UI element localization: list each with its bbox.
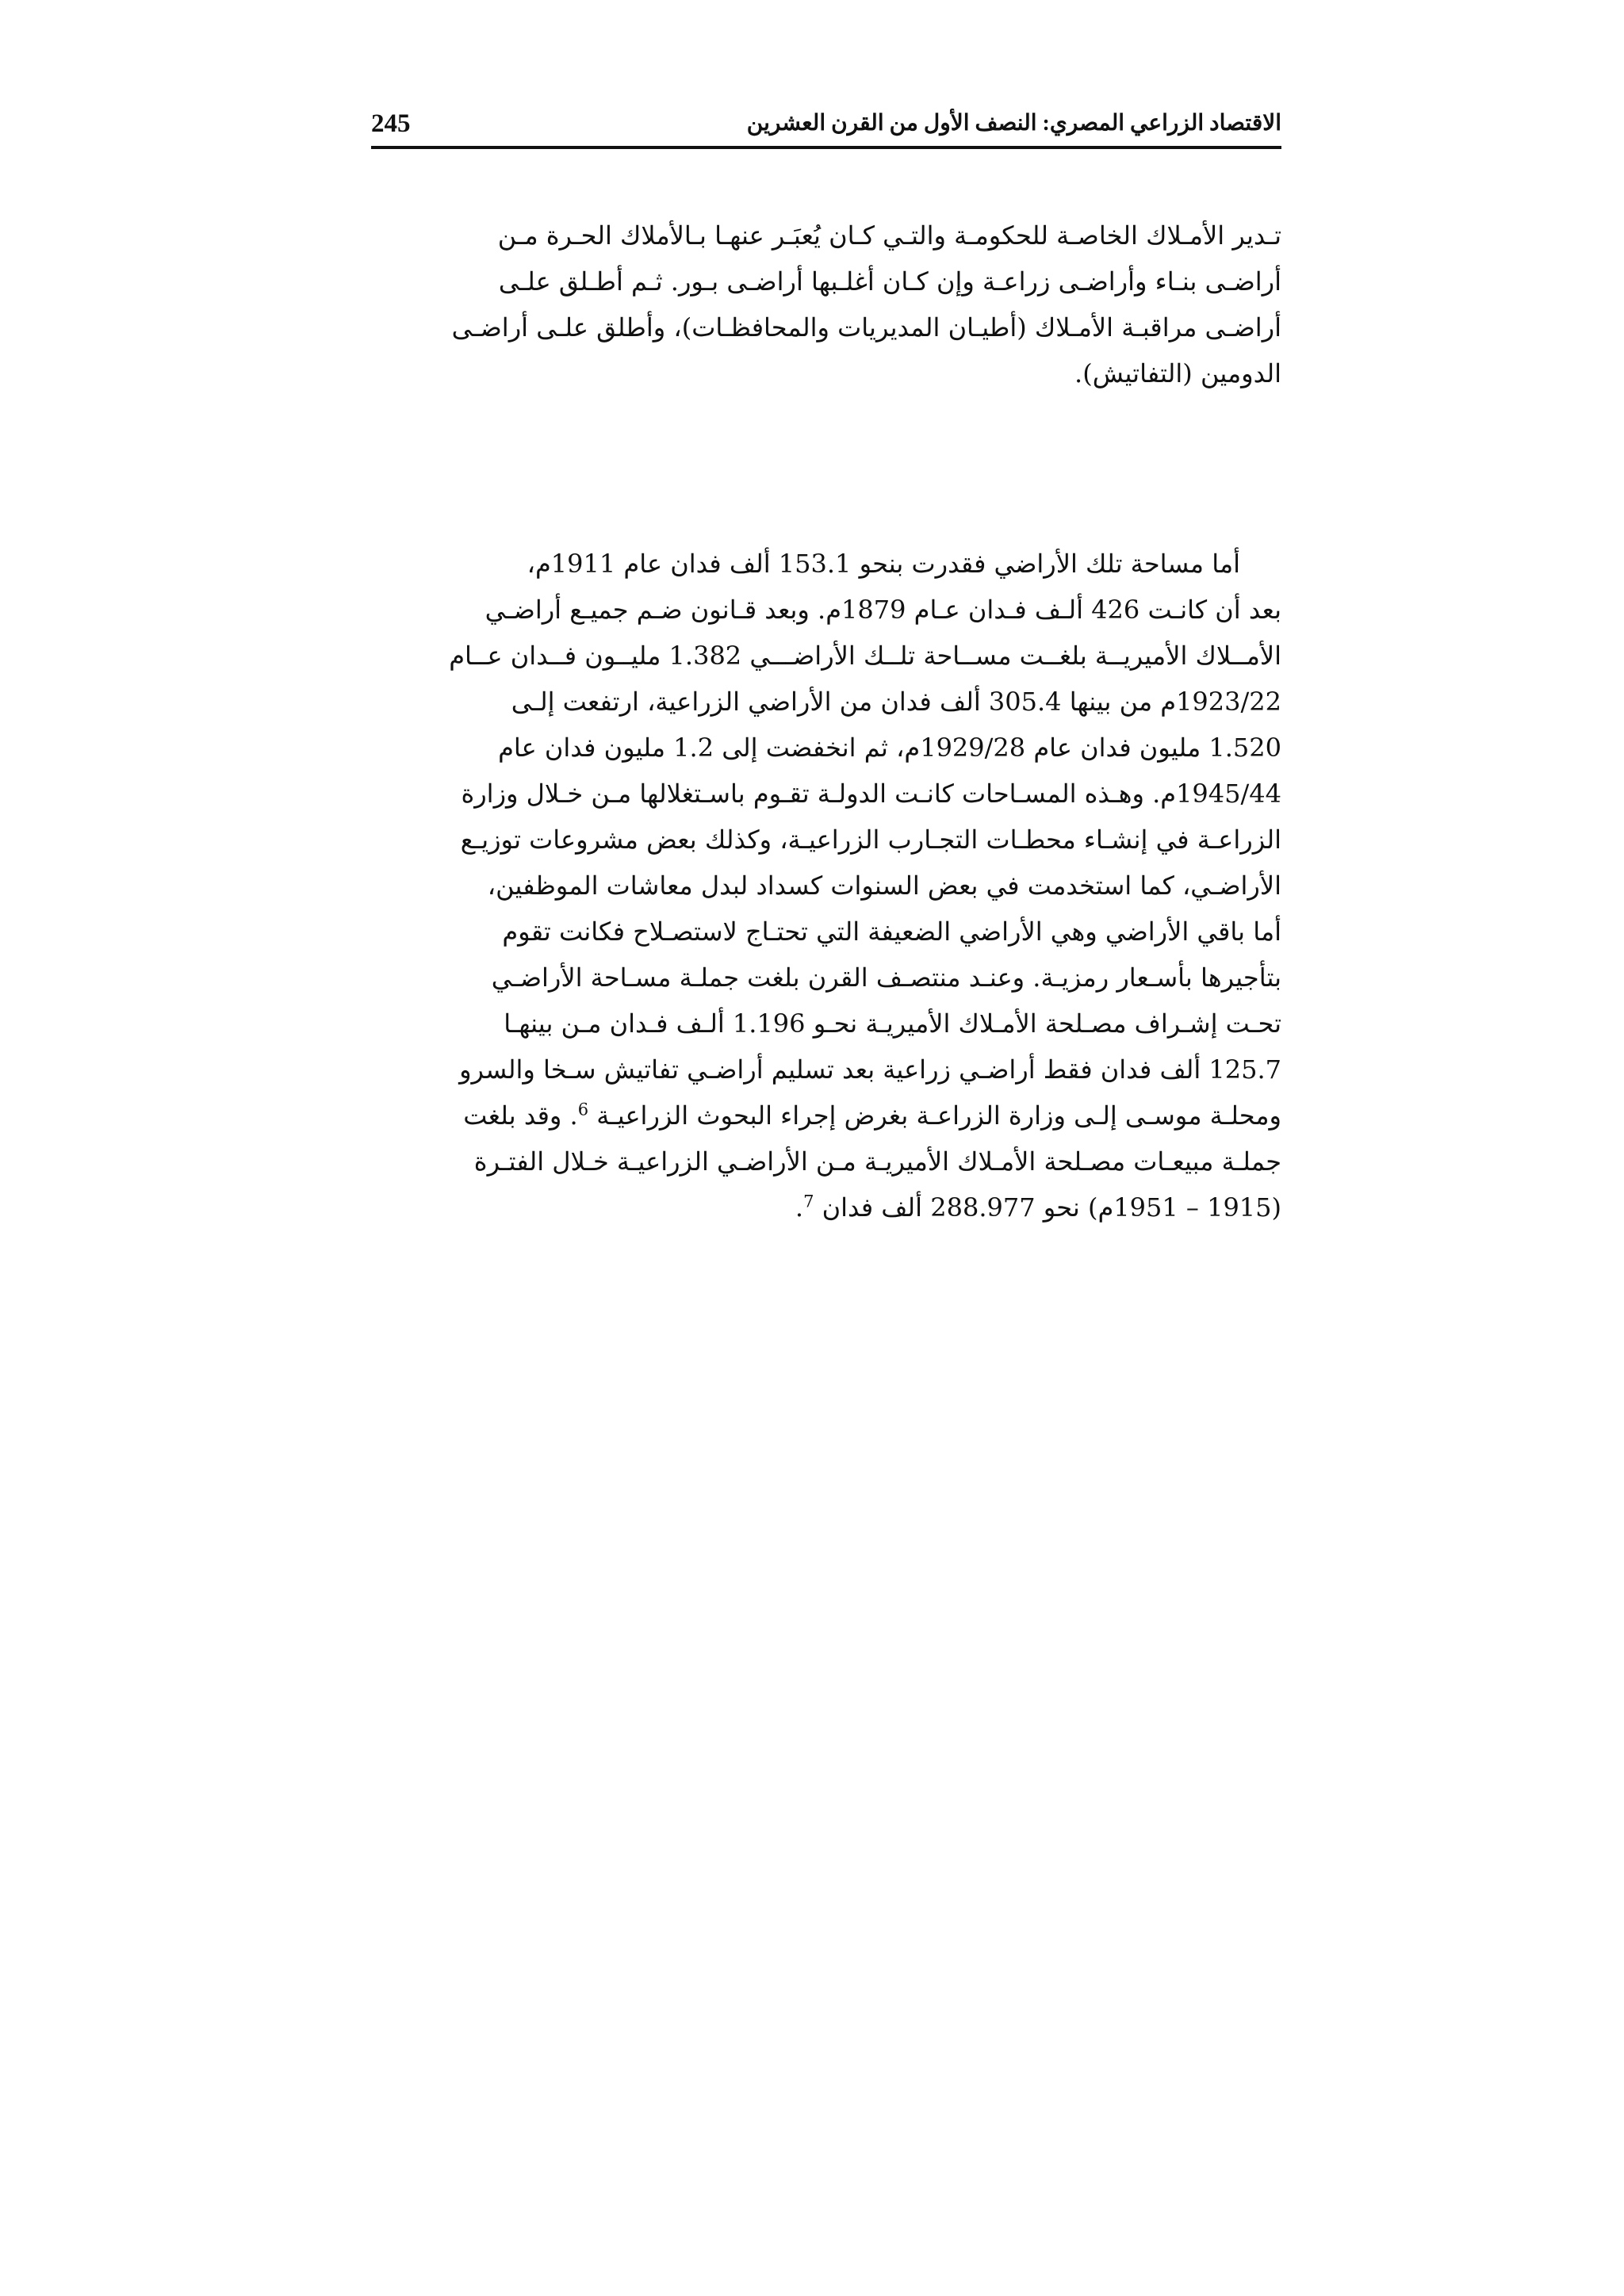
text-line: تـدير الأمـلاك الخاصـة للحكومـة والتـي كـان يُعبَـر عنهـا بـالأملاك الحـرة مـن: [497, 220, 1281, 251]
running-header: [371, 105, 1281, 143]
text-line-with-footnote: [371, 1184, 1281, 1230]
footnote-marker[interactable]: 7: [803, 1192, 814, 1211]
text-line: أما مساحة تلك الأراضي فقدرت بنحو 153.1 ألف فدان عام 1911م،: [527, 549, 1240, 579]
footnote-marker[interactable]: 6: [577, 1100, 589, 1119]
running-title: الاقتصاد الزراعي المصري: النصف الأول من القرن العشرين: [746, 111, 1281, 136]
paragraph-1: [371, 212, 1281, 396]
text-line: جملـة مبيعـات مصـلحة الأمـلاك الأميريـة مـن الأراضـي الزراعيـة خـلال الفتـرة: [473, 1146, 1281, 1177]
text-segment: . وقد بلغت: [463, 1100, 578, 1131]
text-line: 1923/22م من بينها 305.4 ألف فدان من الأراضي الزراعية، ارتفعت إلـى: [511, 687, 1281, 717]
page-number: 245: [371, 109, 411, 138]
text-line-with-footnote: [371, 1093, 1281, 1138]
text-segment: .: [795, 1192, 804, 1223]
text-segment: (1915 – 1951م) نحو 288.977 ألف فدان: [822, 1192, 1281, 1223]
text-line: أراضـى مراقبـة الأمـلاك (أطيـان المديريات والمحافظـات)، وأطلق علـى أراضـى: [451, 312, 1281, 342]
text-line: أراضـى بنـاء وأراضـى زراعـة وإن كـان أغلـبها أراضـى بـور. ثـم أطـلق علـى: [498, 266, 1281, 297]
paragraph-2: [371, 541, 1281, 1230]
text-line: بتأجيرها بأسـعار رمزيـة. وعنـد منتصـف القرن بلغت جملـة مسـاحة الأراضـي: [491, 962, 1281, 993]
text-line: الدومين (التفاتيش).: [1074, 358, 1281, 388]
text-line: بعد أن كانـت 426 ألـف فـدان عـام 1879م. وبعد قـانون ضـم جميـع أراضـي: [485, 595, 1281, 625]
text-line: 1945/44م. وهـذه المسـاحات كانـت الدولـة تقـوم باسـتغلالها مـن خـلال وزارة: [461, 779, 1281, 809]
text-line: الأراضـي، كما استخدمت في بعض السنوات كسداد لبدل معاشات الموظفين،: [487, 871, 1281, 901]
text-line: 125.7 ألف فدان فقط أراضـي زراعية بعد تسليم أراضـي تفاتيش سـخا والسرو: [459, 1054, 1281, 1085]
text-line: 1.520 مليون فدان عام 1929/28م، ثم انخفضت إلى 1.2 مليون فدان عام: [498, 733, 1281, 763]
text-line: أما باقي الأراضي وهي الأراضي الضعيفة التي تحتـاج لاستصـلاح فكانت تقوم: [502, 916, 1281, 947]
text-line: الزراعـة في إنشـاء محطـات التجـارب الزراعيـة، وكذلك بعض مشروعات توزيـع: [460, 825, 1281, 855]
header-rule: [371, 146, 1281, 149]
text-segment: ومحلـة موسـى إلـى وزارة الزراعـة بغرض إجراء البحوث الزراعيـة: [596, 1100, 1281, 1131]
text-line: الأمــلاك الأميريــة بلغــت مســاحة تلــك الأراضـــي 1.382 مليــون فــدان عــام: [449, 641, 1281, 671]
text-line: تحـت إشـراف مصـلحة الأمـلاك الأميريـة نحـو 1.196 ألـف فـدان مـن بينهـا: [504, 1008, 1281, 1039]
